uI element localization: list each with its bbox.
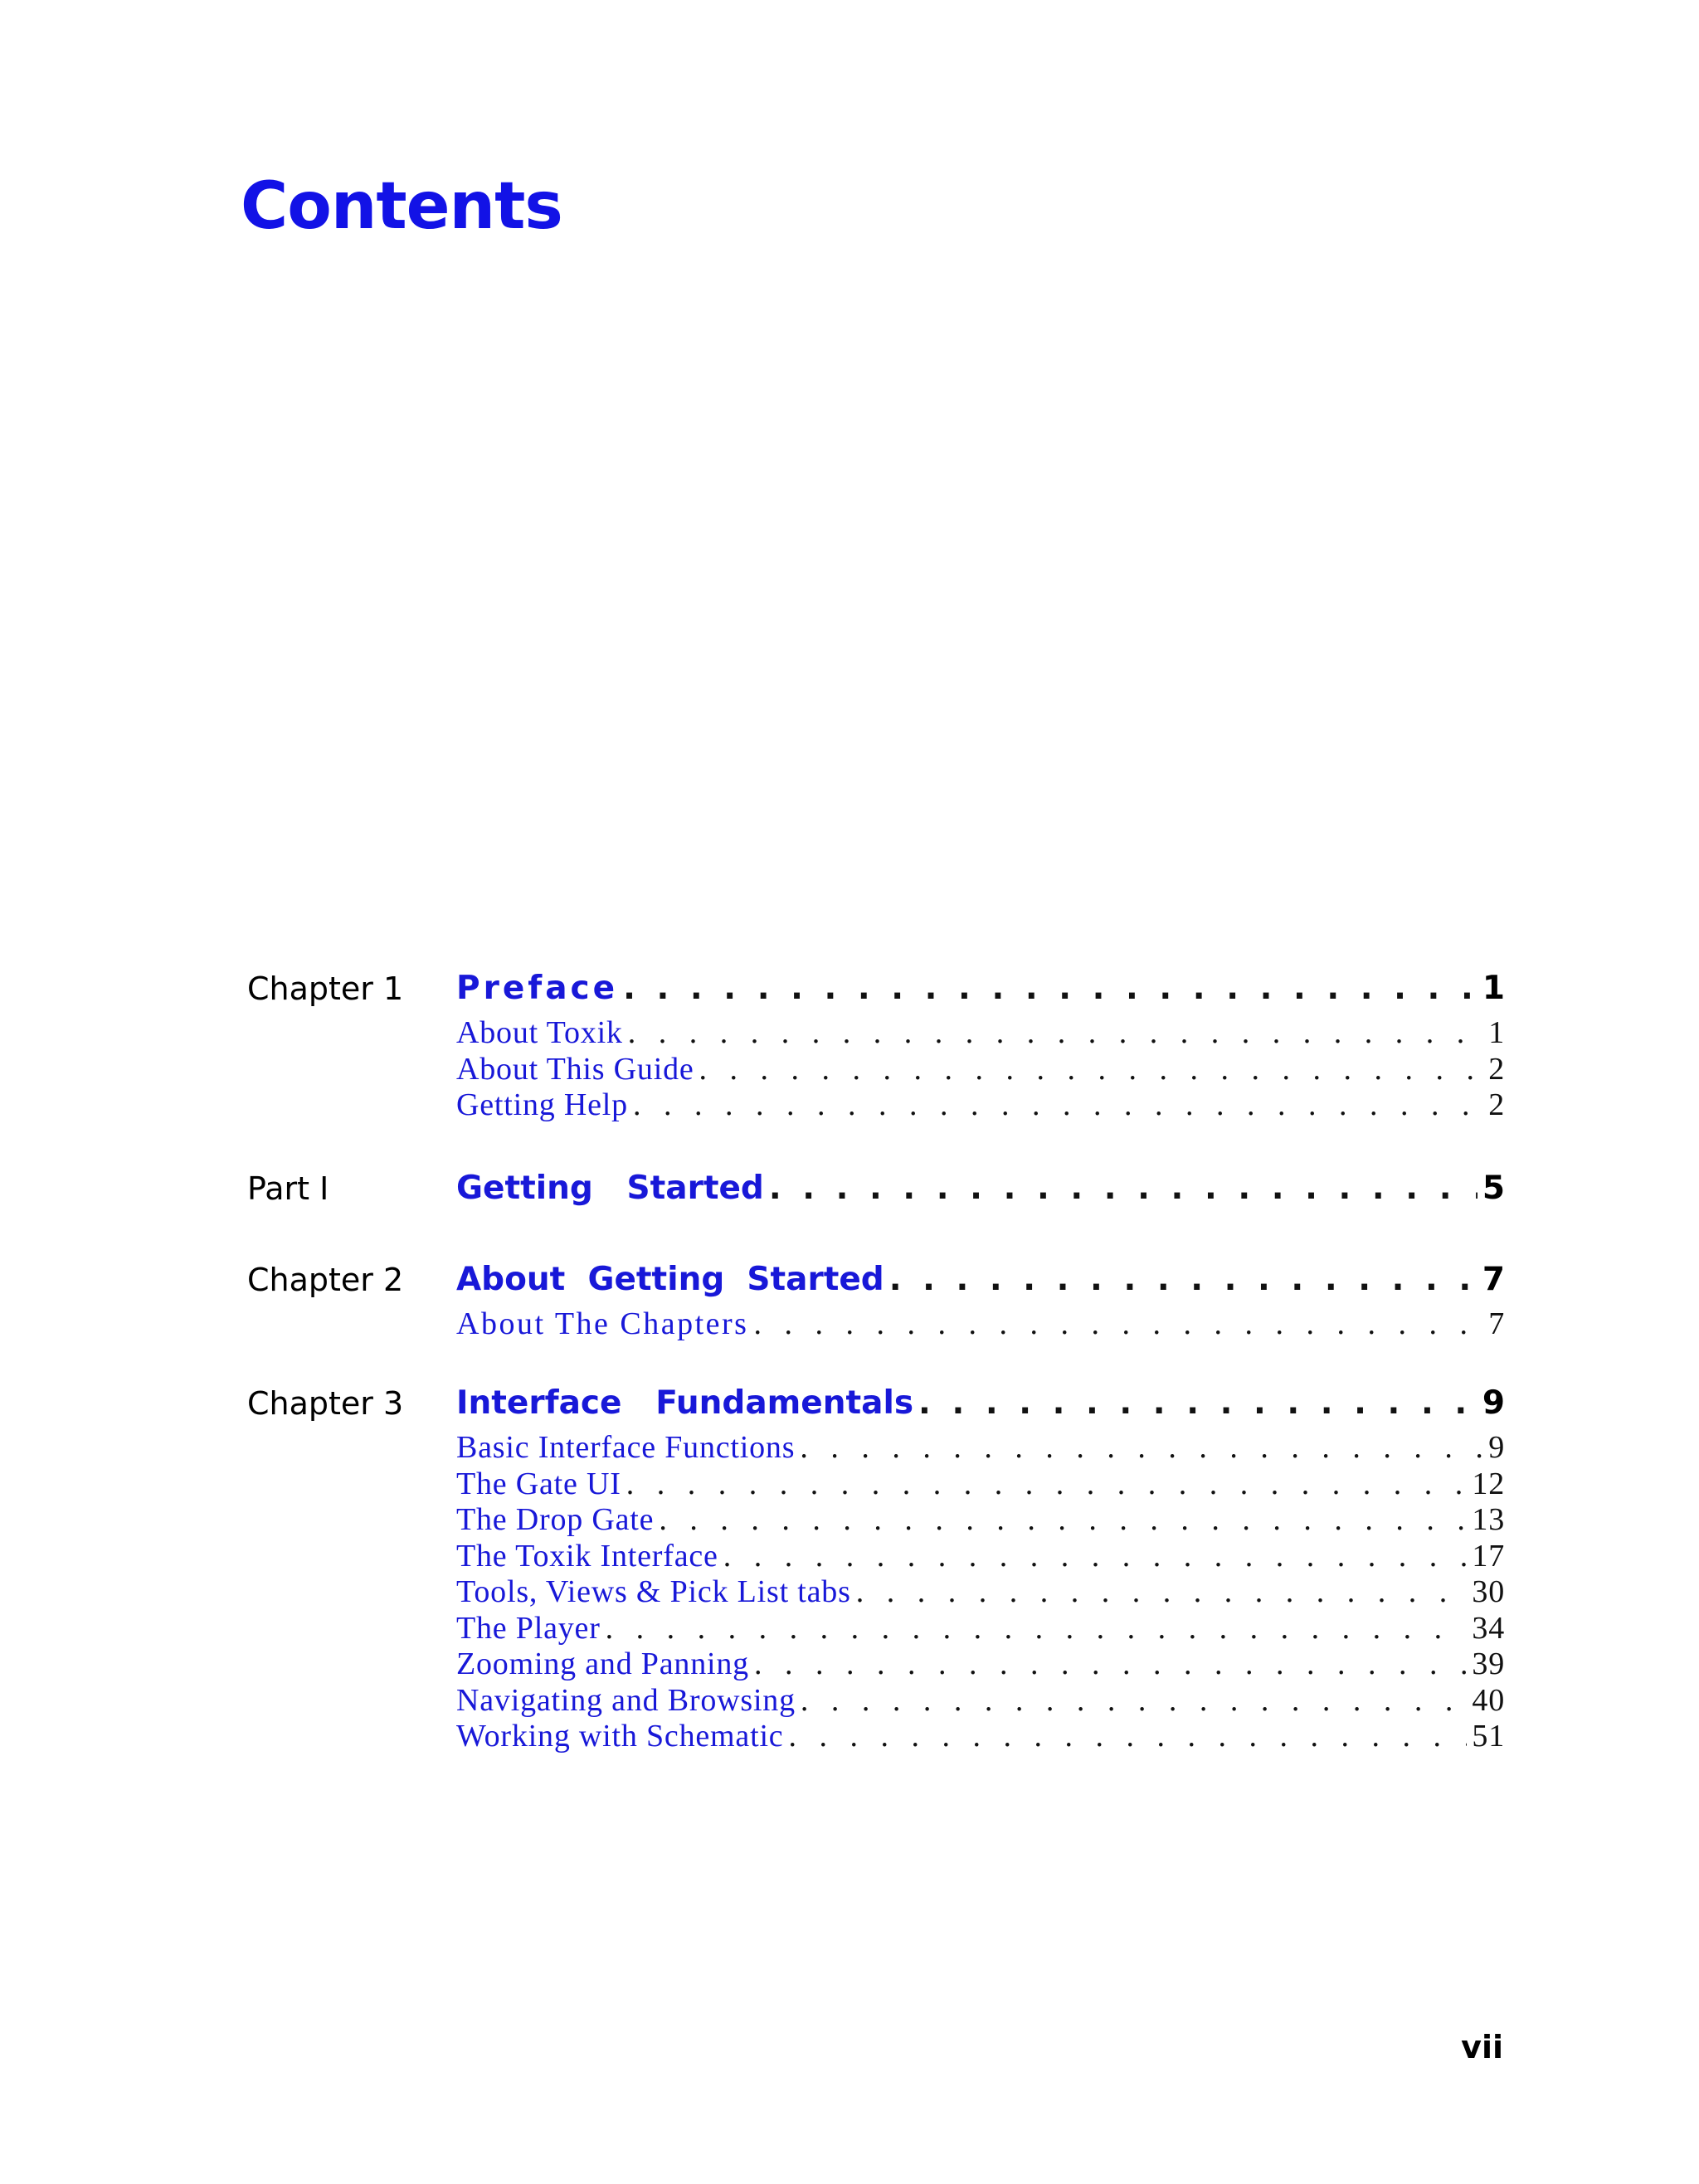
section-label: Part I [247,1170,329,1207]
toc-entry-title: Navigating and Browsing [456,1682,796,1718]
toc-entry-title: About The Chapters [456,1306,749,1341]
toc-page-number: 13 [1472,1502,1505,1537]
toc-entry-getting-help[interactable] [456,1087,1505,1124]
toc-entry-title: The Drop Gate [456,1502,655,1537]
page-number: vii [1461,2029,1503,2065]
dot-leader [856,1574,1468,1611]
toc-entry-navigating-and-browsing[interactable] [456,1683,1505,1719]
dot-leader [769,1162,1477,1215]
toc-page-number: 39 [1472,1647,1505,1681]
toc-entry-title: The Player [456,1610,601,1646]
toc-entry-title: Zooming and Panning [456,1647,749,1681]
toc-section-chapter-1 [247,962,1505,1124]
dot-leader [633,1087,1483,1124]
page-title: Contents [241,169,562,244]
toc-page-number: 9 [1488,1430,1505,1465]
toc-entry-title: About Toxik [456,1015,623,1050]
dot-leader [659,1502,1467,1539]
dot-leader [623,962,1477,1015]
toc-entry-the-drop-gate[interactable] [456,1502,1505,1539]
dot-leader [788,1719,1467,1755]
section-label: Chapter 2 [247,1261,404,1298]
dot-leader [889,1253,1477,1306]
toc-heading-title: Preface [456,970,619,1007]
toc-entry-the-player[interactable] [456,1611,1505,1647]
toc-page-number: 9 [1482,1384,1505,1422]
toc-heading-about-getting-started[interactable] [456,1253,1505,1306]
toc-entry-basic-interface-functions[interactable] [456,1430,1505,1467]
section-label: Chapter 3 [247,1385,404,1422]
dot-leader [723,1539,1468,1575]
toc-entry-tools-views-pick-list-tabs[interactable] [456,1574,1505,1611]
toc-entry-about-this-guide[interactable] [456,1052,1505,1088]
section-label: Chapter 1 [247,970,404,1007]
dot-leader [918,1377,1477,1430]
toc-section-chapter-3 [247,1377,1505,1755]
toc-entry-title: About This Guide [456,1051,694,1087]
toc-heading-interface-fundamentals[interactable] [456,1377,1505,1430]
toc-page-number: 1 [1482,970,1505,1007]
toc-page-number: 34 [1472,1610,1505,1646]
table-of-contents [247,962,1505,1755]
dot-leader [801,1683,1467,1719]
toc-page-number: 30 [1472,1574,1505,1609]
toc-page-number: 12 [1472,1466,1505,1501]
toc-entry-zooming-and-panning[interactable] [456,1647,1505,1683]
toc-entry-title: Getting Help [456,1087,628,1122]
toc-entry-the-toxik-interface[interactable] [456,1539,1505,1575]
dot-leader [626,1467,1468,1503]
toc-entry-title: Tools, Views & Pick List tabs [456,1574,851,1609]
toc-page-number: 7 [1482,1260,1505,1298]
toc-heading-title: Getting Started [456,1169,764,1207]
toc-page-number: 17 [1472,1538,1505,1574]
dot-leader [699,1052,1484,1088]
toc-entry-about-the-chapters[interactable] [456,1306,1505,1343]
toc-section-part-1 [247,1162,1505,1215]
toc-heading-preface[interactable] [456,962,1505,1015]
toc-page-number: 1 [1488,1015,1505,1050]
toc-section-chapter-2 [247,1253,1505,1343]
toc-entry-title: Basic Interface Functions [456,1430,796,1465]
toc-heading-getting-started[interactable] [456,1162,1505,1215]
toc-page-number: 5 [1482,1169,1505,1207]
dot-leader [800,1430,1483,1467]
toc-entry-the-gate-ui[interactable] [456,1467,1505,1503]
toc-page-number: 40 [1472,1682,1505,1718]
dot-leader [753,1306,1483,1343]
toc-entry-about-toxik[interactable] [456,1015,1505,1052]
toc-heading-title: About Getting Started [456,1260,884,1298]
toc-page-number: 2 [1488,1051,1505,1087]
toc-page-number: 51 [1472,1719,1505,1754]
dot-leader [606,1611,1468,1647]
toc-entry-title: Working with Schematic [456,1719,784,1754]
toc-page-number: 7 [1488,1306,1505,1341]
toc-entry-working-with-schematic[interactable] [456,1719,1505,1755]
dot-leader [628,1015,1483,1052]
toc-entry-title: The Toxik Interface [456,1538,718,1574]
dot-leader [754,1647,1467,1683]
toc-entry-title: The Gate UI [456,1466,621,1501]
toc-heading-title: Interface Fundamentals [456,1384,914,1422]
toc-page-number: 2 [1488,1087,1505,1122]
